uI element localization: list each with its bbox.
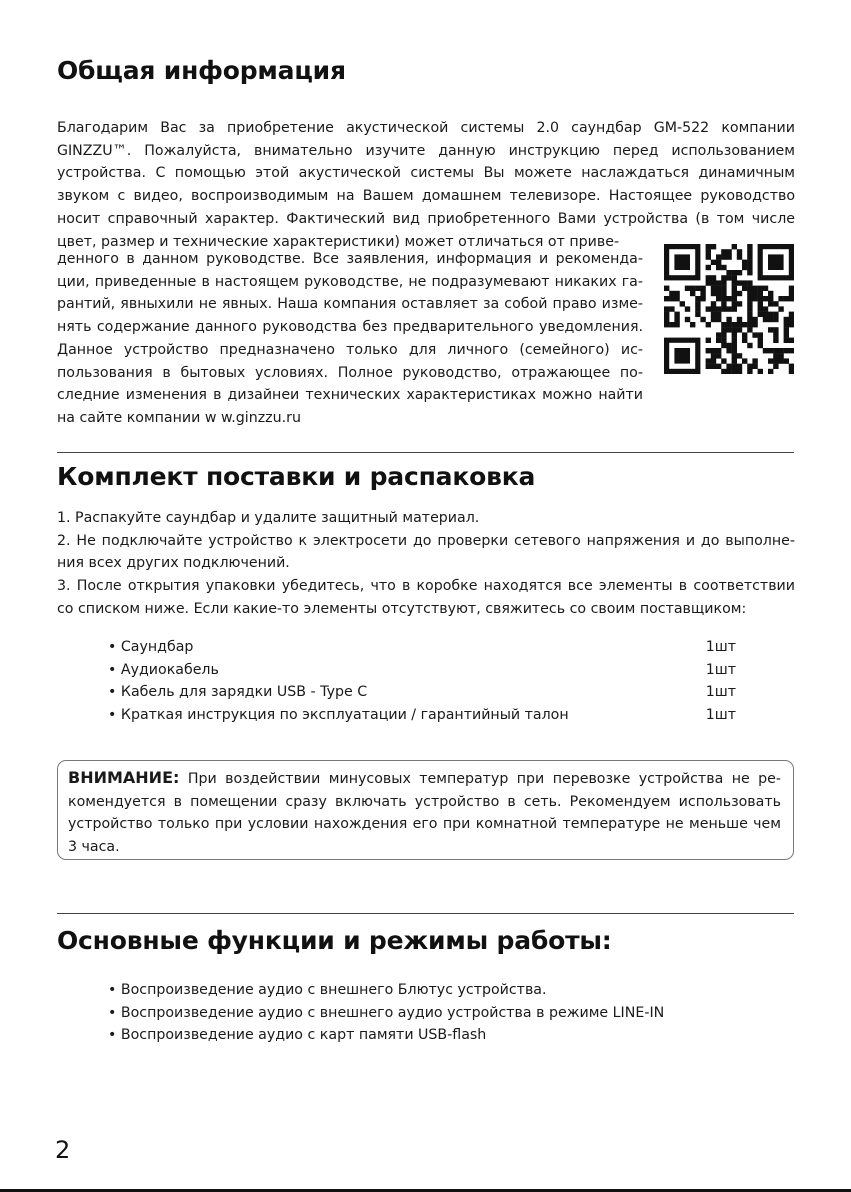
intro-paragraph-continuation: денного в данном руководстве. Все заявления, информация и рекоменда- ции, приведенные в настоящем руководстве, не подразумевают никаких га- рантий, явныхили не явных. Наша компания оставляет за собой право изме- нять содержание данного руководства без предварительного уведомления. Данное устройство предназначено только для личного (семейного) ис- пользования в бытовых условиях. Полное руководство, отражающее по- следние изменения в дизайнеи технических характеристиках можно найти на сайте компании w w.ginzzu.ru xyxy=(57,251,643,426)
warning-text: При воздействии минусовых температур при перевозке устройства не ре- комендуется в помещении сразу включать устройство в сеть. Рекомендуем использовать устройство только при условии нахождения его при комнатной температуре не меньше чем 3 часа. xyxy=(68,771,781,855)
qr-code-icon xyxy=(664,244,794,374)
section-divider xyxy=(57,452,794,453)
page-number: 2 xyxy=(55,1136,71,1164)
item-name: • Кабель для зарядки USB - Type C xyxy=(108,684,368,700)
list-item xyxy=(108,681,736,704)
functions-list xyxy=(108,979,664,1047)
section-title-functions: Основные функции и режимы работы: xyxy=(57,926,612,955)
unpack-steps xyxy=(57,507,795,621)
list-item xyxy=(108,636,736,659)
warning-label: ВНИМАНИЕ: xyxy=(68,768,180,787)
item-name: • Саундбар xyxy=(108,639,194,655)
intro-paragraph: Благодарим Вас за приобретение акустической системы 2.0 саундбар GM-522 компании GINZZU™. Пожалуйста, внимательно изучите данную инструкцию перед использованием устройства. С помощью этой акустической системы Вы можете наслаждаться динамичным звуком с видео, воспроизводимым на Вашем домашнем телевизоре. Настоящее руководство носит справочный характер. Фактический вид приобретенного Вами устройства (в том числе цвет, размер и технические характеристики) может отличаться от приве- xyxy=(57,120,795,250)
item-name: • Краткая инструкция по эксплуатации / гарантийный талон xyxy=(108,706,569,723)
item-qty: 1шт xyxy=(705,684,736,700)
section-title-general-info: Общая информация xyxy=(57,56,346,85)
step-item: 2. Не подключайте устройство к электросети до проверки сетевого напряжения и до выполне- ния всех других подключений. xyxy=(57,532,795,572)
warning-box xyxy=(57,760,794,860)
step-item: 3. После открытия упаковки убедитесь, что в коробке находятся все элементы в соответствии со списком ниже. Если какие-то элементы отсутствуют, свяжитесь со своим поставщиком: xyxy=(57,578,795,617)
item-qty: 1шт xyxy=(705,706,736,723)
list-item: • Воспроизведение аудио с внешнего Блютус устройства. xyxy=(108,982,547,998)
list-item: • Воспроизведение аудио с внешнего аудио устройства в режиме LINE-IN xyxy=(108,1004,665,1021)
item-qty: 1шт xyxy=(705,639,736,655)
step-item: 1. Распакуйте саундбар и удалите защитный материал. xyxy=(57,510,480,526)
list-item xyxy=(108,659,736,682)
list-item xyxy=(108,704,736,727)
list-item: • Воспроизведение аудио с карт памяти USB-flash xyxy=(108,1027,487,1043)
item-qty: 1шт xyxy=(705,661,736,678)
package-contents-list xyxy=(108,636,736,726)
section-divider xyxy=(57,913,794,914)
item-name: • Аудиокабель xyxy=(108,661,219,678)
section-title-package: Комплект поставки и распаковка xyxy=(57,462,536,491)
